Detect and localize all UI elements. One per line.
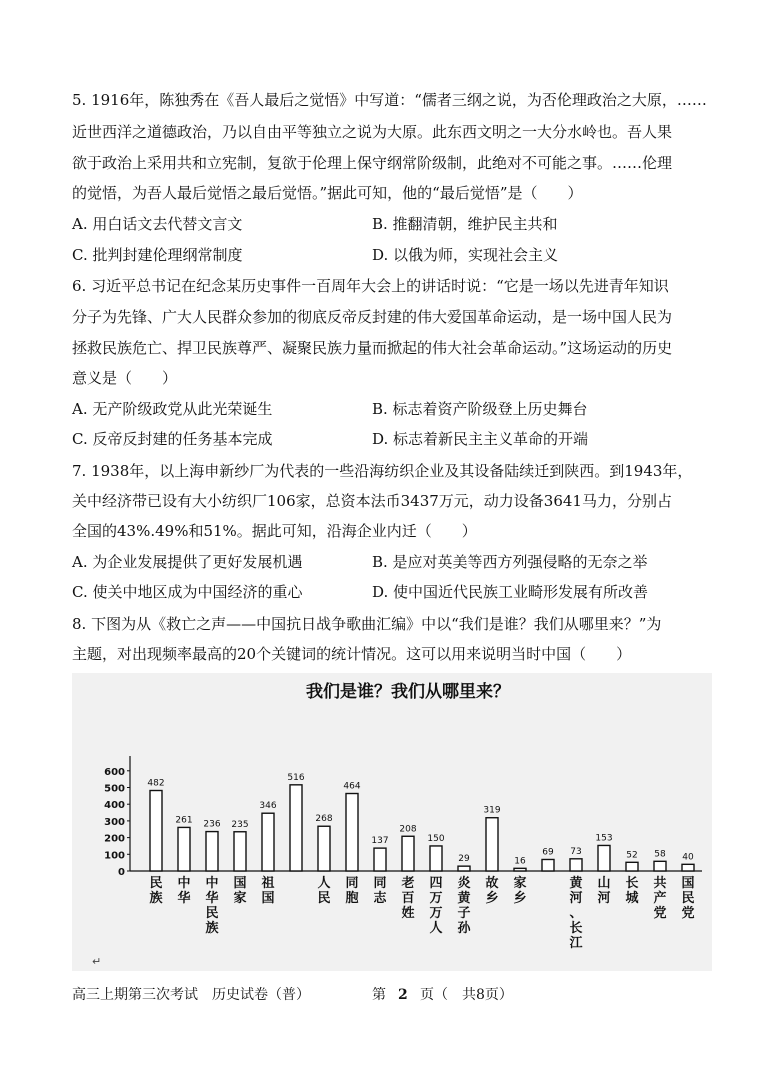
category-label-char: 祖 bbox=[261, 876, 275, 891]
bar-value-label: 346 bbox=[259, 801, 277, 812]
category-label-char: 炎 bbox=[457, 876, 471, 891]
category-label-char: 河 bbox=[597, 891, 611, 906]
bar-value-label: 69 bbox=[542, 847, 554, 858]
category-label-char: 民 bbox=[317, 891, 331, 906]
category-label-char: 家 bbox=[513, 876, 527, 891]
category-label-char: 民 bbox=[149, 876, 163, 891]
y-tick-label: 300 bbox=[104, 816, 125, 828]
category-label-char: 中 bbox=[177, 876, 191, 891]
category-label-char: 百 bbox=[401, 891, 415, 906]
category-label-char: 胞 bbox=[345, 891, 359, 906]
footer-exam-title: 高三上期第三次考试 历史试卷（普） bbox=[72, 987, 310, 1003]
q6-line-3: 拯救民族危亡、捍卫民族尊严、凝聚民族力量而掀起的伟大社会革命运动。”这场运动的历史 bbox=[72, 339, 673, 357]
bar bbox=[570, 859, 582, 871]
bar-value-label: 58 bbox=[654, 849, 666, 860]
category-label-char: 人 bbox=[317, 876, 331, 891]
footer-page-total: 共8页） bbox=[462, 987, 513, 1003]
category-label-char: 中 bbox=[205, 876, 219, 891]
category-label-char: 四 bbox=[429, 876, 443, 891]
y-tick-label: 200 bbox=[104, 833, 125, 845]
category-label-char: 族 bbox=[149, 891, 163, 906]
category-label-char: 山 bbox=[597, 876, 611, 891]
y-tick-label: 100 bbox=[104, 850, 125, 862]
bar-value-label: 236 bbox=[203, 819, 221, 830]
category-label-char: 故 bbox=[485, 876, 499, 891]
category-label-char: 家 bbox=[233, 891, 247, 906]
q6-option-c: C. 反帝反封建的任务基本完成 bbox=[72, 430, 273, 448]
return-mark: ↵ bbox=[92, 955, 102, 968]
bar-value-label: 52 bbox=[626, 850, 638, 861]
chart-title: 我们是谁？我们从哪里来？ bbox=[306, 682, 510, 702]
chart-category-labels bbox=[149, 875, 694, 951]
footer-page-mid: 页（ bbox=[420, 987, 448, 1003]
y-tick-label: 600 bbox=[104, 766, 125, 778]
bar-value-label: 16 bbox=[514, 856, 526, 867]
bar bbox=[682, 864, 694, 871]
bar bbox=[458, 866, 470, 871]
bar bbox=[206, 832, 218, 871]
bar bbox=[262, 813, 274, 871]
q7-option-a: A. 为企业发展提供了更好发展机遇 bbox=[72, 553, 303, 571]
bar bbox=[430, 846, 442, 871]
bar-value-label: 150 bbox=[427, 833, 445, 844]
bar-value-label: 208 bbox=[399, 824, 417, 835]
category-label-char: 党 bbox=[681, 906, 695, 921]
bar bbox=[654, 861, 666, 871]
q6-line-1: 6. 习近平总书记在纪念某历史事件一百周年大会上的讲话时说：“它是一场以先进青年知识 bbox=[72, 277, 669, 295]
category-label-char: 子 bbox=[457, 906, 471, 921]
category-label-char: 国 bbox=[681, 876, 695, 891]
q7-line-1: 7. 1938年，以上海申新纱厂为代表的一些沿海纺织企业及其设备陆续迁到陕西。到1943年， bbox=[72, 462, 693, 480]
bar bbox=[346, 794, 358, 871]
y-tick-label: 500 bbox=[104, 783, 125, 795]
q6-line-2: 分子为先锋、广大人民群众参加的彻底反帝反封建的伟大爱国革命运动，是一场中国人民为 bbox=[72, 308, 673, 326]
y-tick-label: 0 bbox=[118, 867, 125, 878]
bar-value-label: 29 bbox=[458, 854, 470, 865]
category-label-char: 产 bbox=[653, 891, 667, 906]
category-label-char: 同 bbox=[373, 876, 387, 891]
category-label-char: 乡 bbox=[513, 891, 527, 906]
category-label-char: 万 bbox=[429, 891, 443, 906]
category-label-char: 华 bbox=[177, 891, 191, 906]
category-label-char: 河 bbox=[569, 891, 583, 906]
q7-line-2: 关中经济带已设有大小纺织厂106家，总资本法币3437万元，动力设备3641马力，分别占 bbox=[72, 492, 672, 510]
q5-line-4: 的觉悟，为吾人最后觉悟之最后觉悟。”据此可知，他的“最后觉悟”是（ ） bbox=[72, 184, 583, 202]
category-label-char: 、 bbox=[569, 906, 583, 921]
category-label-char: 城 bbox=[625, 891, 639, 906]
category-label-char: 华 bbox=[205, 891, 219, 906]
category-label-char: 黄 bbox=[457, 891, 471, 906]
category-label-char: 民 bbox=[205, 906, 219, 921]
q6-option-b: B. 标志着资产阶级登上历史舞台 bbox=[372, 400, 588, 418]
chart-svg bbox=[72, 673, 712, 971]
category-label-char: 乡 bbox=[485, 891, 499, 906]
q7-option-c: C. 使关中地区成为中国经济的重心 bbox=[72, 583, 303, 601]
q8-line-2: 主题，对出现频率最高的20个关键词的统计情况。这可以用来说明当时中国（ ） bbox=[72, 645, 632, 663]
q5-option-a: A. 用白话文去代替文言文 bbox=[72, 215, 243, 233]
q5-line-3: 欲于政治上采用共和立宪制，复欲于伦理上保守纲常阶级制，此绝对不可能之事。……伦理 bbox=[72, 154, 673, 172]
bar-value-label: 261 bbox=[175, 815, 193, 826]
q8-line-1: 8. 下图为从《救亡之声——中国抗日战争歌曲汇编》中以“我们是谁？我们从哪里来？”为 bbox=[72, 615, 662, 633]
keyword-frequency-chart bbox=[72, 673, 712, 971]
bar-value-label: 235 bbox=[231, 819, 249, 830]
bar-value-label: 319 bbox=[483, 805, 501, 816]
q6-option-a: A. 无产阶级政党从此光荣诞生 bbox=[72, 400, 273, 418]
category-label-char: 民 bbox=[681, 891, 695, 906]
y-tick-label: 400 bbox=[104, 800, 125, 812]
bar bbox=[318, 826, 330, 871]
category-label-char: 国 bbox=[233, 876, 247, 891]
bar-value-label: 153 bbox=[595, 833, 613, 844]
q5-line-2: 近世西洋之道德政治，乃以自由平等独立之说为大原。此东西文明之一大分水岭也。吾人果 bbox=[72, 123, 673, 141]
category-label-char: 共 bbox=[653, 876, 667, 891]
bar-value-label: 464 bbox=[343, 781, 361, 792]
chart-bars bbox=[147, 773, 694, 871]
q6-option-d: D. 标志着新民主主义革命的开端 bbox=[372, 430, 589, 448]
category-label-char: 国 bbox=[261, 891, 275, 906]
q5-option-b: B. 推翻清朝，维护民主共和 bbox=[372, 215, 558, 233]
category-label-char: 黄 bbox=[569, 876, 583, 891]
q6-line-4: 意义是（ ） bbox=[72, 369, 178, 387]
category-label-char: 族 bbox=[205, 921, 219, 936]
category-label-char: 姓 bbox=[401, 906, 415, 921]
bar bbox=[290, 785, 302, 871]
bar-value-label: 516 bbox=[287, 772, 305, 783]
category-label-char: 长 bbox=[625, 876, 639, 891]
bar-value-label: 137 bbox=[371, 836, 389, 847]
bar bbox=[542, 859, 554, 871]
category-label-char: 同 bbox=[345, 876, 359, 891]
category-label-char: 志 bbox=[373, 891, 387, 906]
q5-option-c: C. 批判封建伦理纲常制度 bbox=[72, 246, 243, 264]
bar-value-label: 268 bbox=[315, 814, 333, 825]
bar bbox=[486, 818, 498, 871]
bar-value-label: 40 bbox=[682, 852, 694, 863]
footer-page-prefix: 第 bbox=[372, 987, 386, 1003]
q7-option-d: D. 使中国近代民族工业畸形发展有所改善 bbox=[372, 583, 649, 601]
bar bbox=[598, 845, 610, 871]
category-label-char: 孙 bbox=[457, 921, 471, 936]
q7-line-3: 全国的43%.49%和51%。据此可知，沿海企业内迁（ ） bbox=[72, 522, 477, 540]
q5-line-1: 5. 1916年，陈独秀在《吾人最后之觉悟》中写道：“儒者三纲之说，为否伦理政治之大原，…… bbox=[72, 91, 707, 109]
category-label-char: 长 bbox=[569, 921, 583, 936]
bar bbox=[402, 836, 414, 871]
bar bbox=[374, 848, 386, 871]
q7-option-b: B. 是应对英美等西方列强侵略的无奈之举 bbox=[372, 553, 648, 571]
bar bbox=[178, 827, 190, 871]
bar bbox=[150, 791, 162, 871]
bar-value-label: 73 bbox=[570, 846, 582, 857]
category-label-char: 人 bbox=[429, 921, 443, 936]
footer-page-number: 2 bbox=[398, 987, 408, 1003]
category-label-char: 万 bbox=[429, 906, 443, 921]
q5-option-d: D. 以俄为师，实现社会主义 bbox=[372, 246, 559, 264]
bar bbox=[626, 862, 638, 871]
bar bbox=[514, 868, 526, 871]
category-label-char: 党 bbox=[653, 906, 667, 921]
category-label-char: 老 bbox=[401, 876, 415, 891]
bar-value-label: 482 bbox=[147, 778, 165, 789]
category-label-char: 江 bbox=[569, 936, 583, 951]
bar bbox=[234, 832, 246, 871]
